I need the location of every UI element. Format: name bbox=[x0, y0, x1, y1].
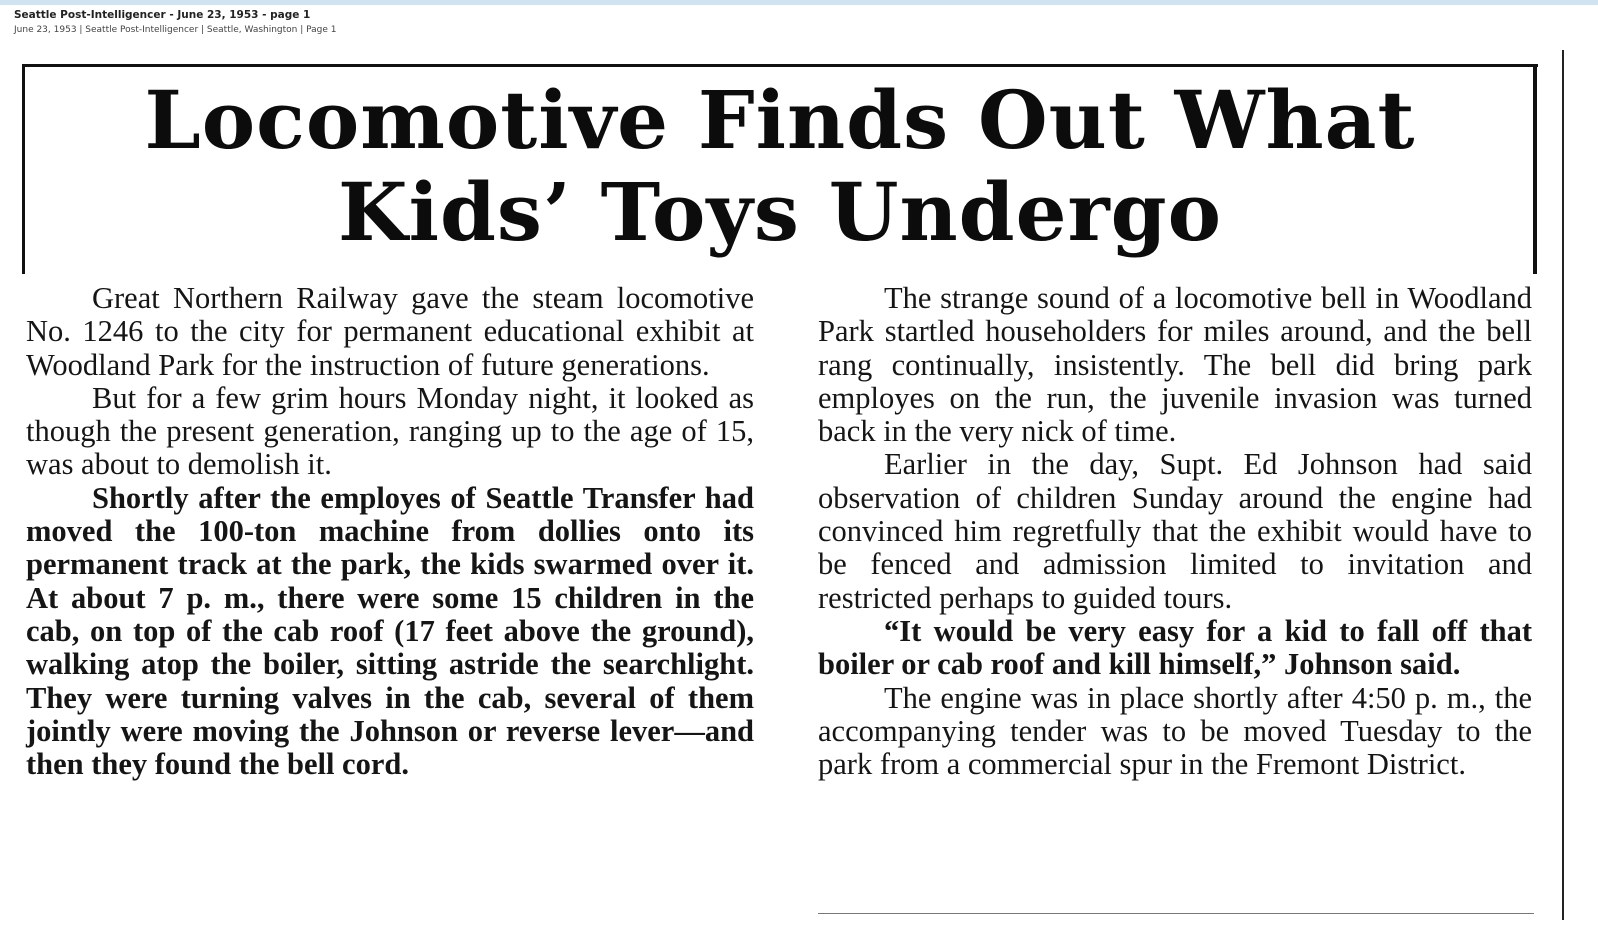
right-paragraph-2: Earlier in the day, Supt. Ed Johnson had said observation of children Sunday around the engine had convinced him regretfully that the exhibit would have to be fenced and admission limited to invitation and restricted perhaps to guided tours. bbox=[818, 447, 1532, 615]
headline-box-right-rule bbox=[1533, 64, 1537, 274]
page-title: Seattle Post-Intelligencer - June 23, 1953 - page 1 bbox=[14, 9, 311, 21]
right-paragraph-4: The engine was in place shortly after 4:50 p. m., the accompanying tender was to be moved Tuesday to the park from a commercial spur in the Fremont District. bbox=[818, 680, 1532, 782]
top-accent-bar bbox=[0, 0, 1598, 5]
headline-line-1: Locomotive Finds Out What bbox=[144, 73, 1416, 167]
column-bottom-rule bbox=[818, 913, 1534, 914]
page-subtitle: June 23, 1953 | Seattle Post-Intelligencer | Seattle, Washington | Page 1 bbox=[14, 25, 337, 35]
article-right-column bbox=[818, 282, 1532, 781]
headline-box-top-rule bbox=[22, 64, 1538, 67]
newspaper-clipping bbox=[0, 46, 1598, 942]
right-paragraph-1: The strange sound of a locomotive bell in Woodland Park startled householders for miles around, and the bell rang continually, insistently. The bell did bring park employes on the run, the juvenile invasion was turned back in the very nick of time. bbox=[818, 281, 1532, 449]
article-left-column bbox=[26, 282, 754, 781]
left-paragraph-3: Shortly after the employes of Seattle Transfer had moved the 100-ton machine from dollies onto its permanent track at the park, the kids swarmed over it. At about 7 p. m., there were some 15 children in the cab, on top of the cab roof (17 feet above the ground), walking atop the boiler, sitting astride the searchlight. They were turning valves in the cab, several of them jointly were moving the Johnson or reverse lever—and then they found the bell cord. bbox=[26, 480, 754, 782]
right-paragraph-3: “It would be very easy for a kid to fall off that boiler or cab roof and kill himself,” Johnson said. bbox=[818, 613, 1532, 682]
left-paragraph-1: Great Northern Railway gave the steam locomotive No. 1246 to the city for permanent educational exhibit at Woodland Park for the instruction of future generations. bbox=[26, 281, 754, 382]
headline-box-left-rule bbox=[22, 64, 25, 274]
article-headline bbox=[30, 74, 1530, 258]
clipping-edge-rule bbox=[1562, 50, 1564, 920]
headline-line-2: Kids’ Toys Undergo bbox=[338, 165, 1222, 259]
left-paragraph-2: But for a few grim hours Monday night, it looked as though the present generation, ranging up to the age of 15, was about to demolish it. bbox=[26, 380, 754, 482]
